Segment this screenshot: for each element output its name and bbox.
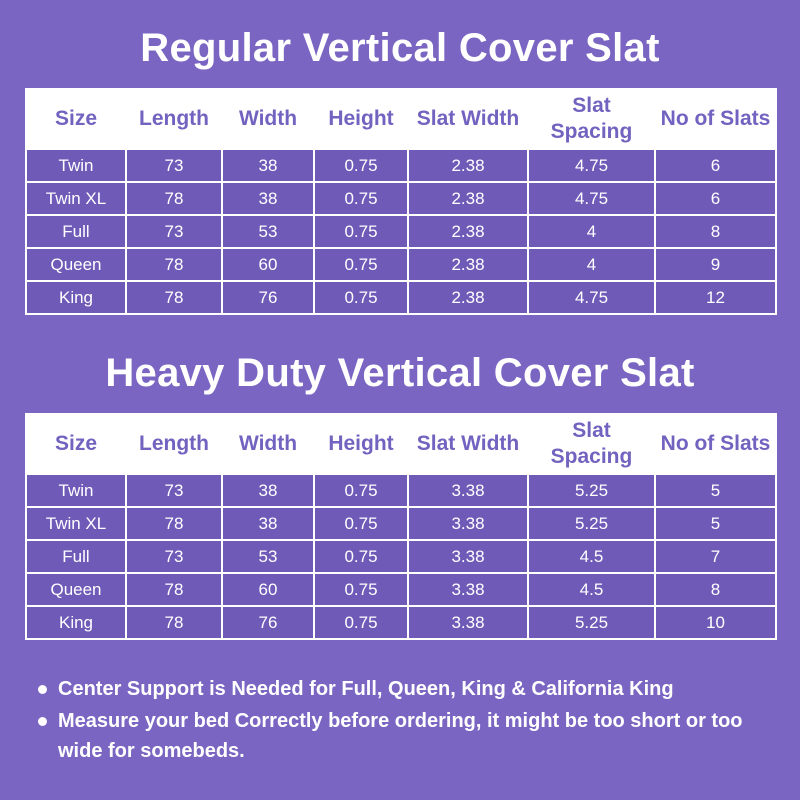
cell-size: Full (26, 215, 126, 248)
col-header-width: Width (222, 89, 314, 149)
cell-size: Full (26, 540, 126, 573)
cell-slat-spacing: 5.25 (528, 507, 655, 540)
cell-no-of-slats: 5 (655, 507, 776, 540)
cell-no-of-slats: 10 (655, 606, 776, 639)
cell-width: 76 (222, 281, 314, 314)
cell-slat-width: 2.38 (408, 215, 528, 248)
cell-slat-width: 3.38 (408, 573, 528, 606)
cell-size: Twin XL (26, 182, 126, 215)
cell-width: 60 (222, 573, 314, 606)
col-header-size: Size (26, 414, 126, 474)
cell-width: 53 (222, 215, 314, 248)
cell-slat-width: 2.38 (408, 149, 528, 182)
col-header-length: Length (126, 89, 222, 149)
cell-no-of-slats: 8 (655, 215, 776, 248)
cell-length: 73 (126, 540, 222, 573)
col-header-size: Size (26, 89, 126, 149)
cell-length: 73 (126, 149, 222, 182)
cell-slat-spacing: 5.25 (528, 606, 655, 639)
heavy-duty-slat-table (25, 413, 777, 640)
table-row (26, 507, 776, 540)
table-row (26, 215, 776, 248)
cell-height: 0.75 (314, 281, 408, 314)
regular-table-title: Regular Vertical Cover Slat (140, 26, 660, 70)
cell-width: 38 (222, 474, 314, 507)
col-header-no-of-slats: No of Slats (655, 89, 776, 149)
list-item (38, 674, 778, 704)
cell-width: 38 (222, 149, 314, 182)
col-header-slat-width: Slat Width (408, 414, 528, 474)
bullet-icon (38, 717, 47, 726)
cell-height: 0.75 (314, 540, 408, 573)
table-row (26, 573, 776, 606)
cell-slat-width: 2.38 (408, 182, 528, 215)
cell-width: 38 (222, 507, 314, 540)
cell-no-of-slats: 5 (655, 474, 776, 507)
table-row (26, 149, 776, 182)
cell-size: Twin XL (26, 507, 126, 540)
cell-length: 78 (126, 281, 222, 314)
note-text: Measure your bed Correctly before ordering, it might be too short or too wide for somebeds. (58, 710, 743, 762)
cell-no-of-slats: 8 (655, 573, 776, 606)
list-item (38, 706, 778, 766)
cell-length: 78 (126, 182, 222, 215)
cell-slat-width: 3.38 (408, 507, 528, 540)
col-header-slat-width: Slat Width (408, 89, 528, 149)
cell-no-of-slats: 9 (655, 248, 776, 281)
heavy-duty-table-title: Heavy Duty Vertical Cover Slat (105, 351, 695, 395)
table-row (26, 182, 776, 215)
table-row (26, 540, 776, 573)
cell-width: 53 (222, 540, 314, 573)
cell-width: 38 (222, 182, 314, 215)
col-header-height: Height (314, 89, 408, 149)
cell-slat-width: 2.38 (408, 248, 528, 281)
cell-height: 0.75 (314, 474, 408, 507)
cell-length: 78 (126, 507, 222, 540)
cell-height: 0.75 (314, 182, 408, 215)
col-header-slat-spacing: Slat Spacing (528, 414, 655, 474)
note-text: Center Support is Needed for Full, Queen, King & California King (58, 678, 674, 700)
cell-no-of-slats: 12 (655, 281, 776, 314)
cell-length: 78 (126, 573, 222, 606)
col-header-height: Height (314, 414, 408, 474)
table-row (26, 281, 776, 314)
col-header-slat-spacing: Slat Spacing (528, 89, 655, 149)
cell-height: 0.75 (314, 149, 408, 182)
cell-slat-width: 3.38 (408, 474, 528, 507)
cell-slat-spacing: 4.75 (528, 149, 655, 182)
table-row (26, 606, 776, 639)
cell-size: Queen (26, 573, 126, 606)
cell-slat-spacing: 4 (528, 248, 655, 281)
cell-width: 60 (222, 248, 314, 281)
cell-slat-spacing: 4 (528, 215, 655, 248)
cell-width: 76 (222, 606, 314, 639)
cell-slat-width: 3.38 (408, 540, 528, 573)
cell-slat-spacing: 4.5 (528, 573, 655, 606)
notes-list (38, 674, 778, 768)
cell-size: King (26, 606, 126, 639)
cell-height: 0.75 (314, 606, 408, 639)
cell-height: 0.75 (314, 507, 408, 540)
cell-length: 73 (126, 215, 222, 248)
cell-no-of-slats: 6 (655, 182, 776, 215)
bullet-icon (38, 685, 47, 694)
cell-slat-width: 2.38 (408, 281, 528, 314)
cell-no-of-slats: 7 (655, 540, 776, 573)
cell-height: 0.75 (314, 215, 408, 248)
table-row (26, 474, 776, 507)
col-header-width: Width (222, 414, 314, 474)
table-row (26, 248, 776, 281)
cell-size: Twin (26, 474, 126, 507)
cell-no-of-slats: 6 (655, 149, 776, 182)
table-header-row (26, 414, 776, 474)
cell-size: Twin (26, 149, 126, 182)
cell-length: 78 (126, 248, 222, 281)
cell-slat-width: 3.38 (408, 606, 528, 639)
cell-size: Queen (26, 248, 126, 281)
cell-length: 78 (126, 606, 222, 639)
col-header-no-of-slats: No of Slats (655, 414, 776, 474)
cell-height: 0.75 (314, 248, 408, 281)
cell-size: King (26, 281, 126, 314)
cell-height: 0.75 (314, 573, 408, 606)
col-header-length: Length (126, 414, 222, 474)
regular-slat-table (25, 88, 777, 315)
cell-slat-spacing: 4.75 (528, 182, 655, 215)
table-header-row (26, 89, 776, 149)
cell-slat-spacing: 4.75 (528, 281, 655, 314)
cell-slat-spacing: 5.25 (528, 474, 655, 507)
cell-slat-spacing: 4.5 (528, 540, 655, 573)
cell-length: 73 (126, 474, 222, 507)
